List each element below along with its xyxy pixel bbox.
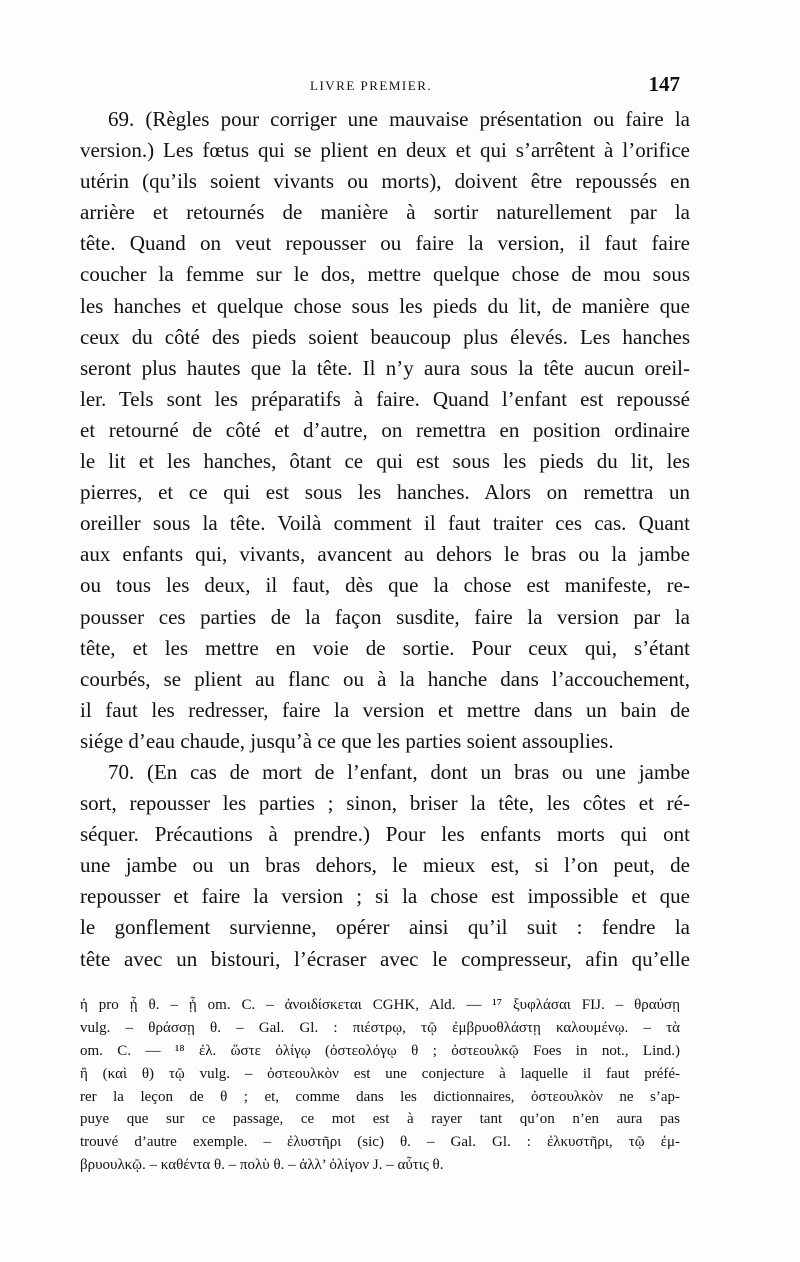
text-line: ler. Tels sont les préparatifs à faire. Quand l’enfant est repoussé [80, 386, 690, 411]
footnote-line: βρυουλκῷ. – καθέντα θ. – πολὺ θ. – ἀλλ’ ὀλίγον J. – αὖτις θ. [80, 1157, 444, 1174]
text-line: siége d’eau chaude, jusqu’à ce que les parties soient assouplies. [80, 728, 614, 753]
text-line: coucher la femme sur le dos, mettre quelque chose de mou sous [80, 262, 690, 287]
text-line: séquer. Précautions à prendre.) Pour les enfants morts qui ont [80, 822, 690, 847]
footnote-line: puye que sur ce passage, ce mot est à rayer tant qu’on n’en aura pas [80, 1111, 680, 1128]
text-line: repousser et faire la version ; si la chose est impossible et que [80, 884, 690, 909]
text-line: ou tous les deux, il faut, dès que la chose est manifeste, re- [80, 573, 690, 598]
text-line: pierres, et ce qui est sous les hanches. Alors on remettra un [80, 480, 690, 505]
text-line: courbés, se plient au flanc ou à la hanche dans l’accouchement, [80, 666, 690, 691]
running-header [80, 72, 680, 100]
text-line: tête avec un bistouri, l’écraser avec le compresseur, afin qu’elle [80, 946, 690, 971]
text-line: tête, et les mettre en voie de sortie. Pour ceux qui, s’étant [80, 635, 690, 660]
footnote-line: trouvé d’autre exemple. – ἐλυστῆρι (sic) θ. – Gal. Gl. : ἐλκυστῆρι, τῷ ἐμ- [80, 1134, 680, 1151]
text-line: sort, repousser les parties ; sinon, briser la tête, les côtes et ré- [80, 791, 690, 816]
footnote-line: ἢ (καὶ θ) τῷ vulg. – ὀστεουλκὸν est une conjecture à laquelle il faut préfé- [80, 1065, 680, 1082]
text-line: seront plus hautes que la tête. Il n’y aura sous la tête aucun oreil- [80, 355, 690, 380]
text-line: oreiller sous la tête. Voilà comment il faut traiter ces cas. Quant [80, 511, 690, 536]
text-line: il faut les redresser, faire la version et mettre dans un bain de [80, 697, 690, 722]
text-line: le lit et les hanches, ôtant ce qui est sous les pieds du lit, les [80, 449, 690, 474]
text-line: 69. (Règles pour corriger une mauvaise présentation ou faire la [108, 107, 690, 131]
text-line: aux enfants qui, vivants, avancent au dehors le bras ou la jambe [80, 542, 690, 567]
text-line: les hanches et quelque chose sous les pieds du lit, de manière que [80, 293, 690, 318]
text-line: 70. (En cas de mort de l’enfant, dont un bras ou une jambe [108, 759, 690, 784]
main-text [80, 104, 690, 975]
footnote-line: vulg. – θράσσῃ θ. – Gal. Gl. : πιέστρῳ, τῷ ἐμβρυοθλάστῃ καλουμένῳ. – τὰ [80, 1019, 680, 1036]
text-line: le gonflement survienne, opérer ainsi qu’il suit : fendre la [80, 915, 690, 940]
footnote-line: rer la leçon de θ ; et, comme dans les dictionnaires, ὀστεουλκὸν ne s’ap- [80, 1088, 680, 1105]
text-line: et retourné de côté et d’autre, on remettra en position ordinaire [80, 417, 690, 442]
running-title: LIVRE PREMIER. [310, 78, 433, 93]
text-line: tête. Quand on veut repousser ou faire la version, il faut faire [80, 231, 690, 256]
text-line: utérin (qu’ils soient vivants ou morts), doivent être repoussés en [80, 169, 690, 194]
footnote-line: ἡ pro ᾗ θ. – ᾗ om. C. – ἀνοιδίσκεται CGHK, Ald. — ¹⁷ ξυφλάσαι FIJ. – θραύσῃ [80, 997, 680, 1013]
text-line: pousser ces parties de la façon susdite, faire la version par la [80, 604, 690, 629]
text-line: une jambe ou un bras dehors, le mieux est, si l’on peut, de [80, 853, 690, 878]
text-line: arrière et retournés de manière à sortir naturellement par la [80, 200, 690, 225]
text-line: version.) Les fœtus qui se plient en deux et qui s’arrêtent à l’orifice [80, 138, 690, 163]
footnote-line: om. C. — ¹⁸ ἐλ. ὥστε ὀλίγῳ (ὀστεολόγῳ θ ; ὀστεουλκῷ Foes in not., Lind.) [80, 1042, 680, 1059]
footnotes [80, 994, 680, 1177]
text-line: ceux du côté des pieds soient beaucoup plus élevés. Les hanches [80, 324, 690, 349]
page-number: 147 [648, 72, 680, 96]
